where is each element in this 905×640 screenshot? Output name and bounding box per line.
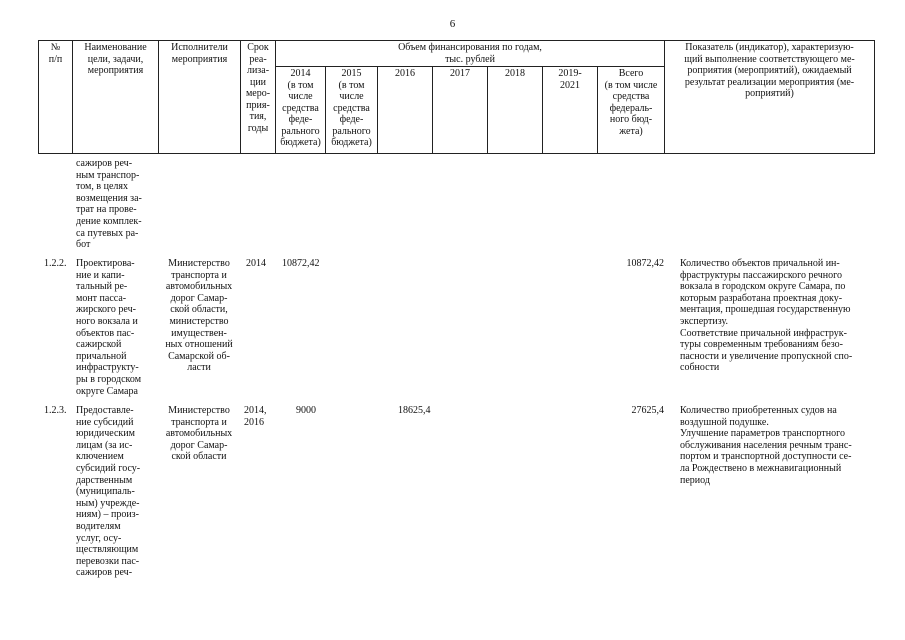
header-year-2018: 2018 [488,67,543,154]
row-1-2-3-total: 27625,4 [631,405,664,416]
page-number: 6 [449,18,456,30]
row-1-2-2-indicator: Количество объектов причальной ин- фраструктуры пассажирского речного вокзала в городском округе Самара, по которым разработана проектная доку- ментация, прошедшая государственную экспертизу. Соответствие причальной инфраструк- туры современным требованиям безо- пасности и увеличение пропускной спо- собности [680,258,853,374]
row-1-2-3-name: Предоставле- ние субсидий юридическим лицам (за ис- ключением субсидий госу- дарственным (муниципаль- ным) учрежде- ниям) – произ- водителям услуг, осу- ществляющим перевозки пас- сажиров реч- [76,405,141,579]
header-year-2014: 2014 (в том числе средства феде- рального бюджета) [276,67,326,154]
row-1-2-3-executors: Министерство транспорта и автомобильных дорог Самар- ской области [165,405,233,463]
header-name: Наименование цели, задачи, мероприятия [73,41,159,154]
table-header [38,40,875,154]
header-year-2019-2021: 2019- 2021 [543,67,598,154]
row-1-2-3-number: 1.2.3. [44,405,67,416]
header-number: № п/п [39,41,73,154]
header-term: Срок реа- лиза- ции меро- прия- тия, годы [241,41,276,154]
header-funding: Объем финансирования по годам, тыс. рублей [276,41,665,67]
header-executors: Исполнители мероприятия [159,41,241,154]
row-1-2-2-term: 2014 [246,258,266,269]
header-year-2015: 2015 (в том числе средства феде- рального бюджета) [326,67,378,154]
row-cont-name: сажиров реч- ным транспор- том, в целях возмещения за- трат на прове- дение комплек- са путевых ра- бот [76,158,142,251]
row-1-2-2-value-2014: 10872,42 [282,258,320,269]
row-1-2-2-executors: Министерство транспорта и автомобильных дорог Самар- ской области, министерство имуществен- ных отношений Самарской об- ласти [165,258,233,374]
row-1-2-3-term: 2014, 2016 [244,405,267,428]
header-year-2016: 2016 [378,67,433,154]
header-indicator: Показатель (индикатор), характеризую- щий выполнение соответствующего ме- роприятия (мероприятий), ожидаемый результат реализации мероприятия (ме- роприятий) [665,41,875,154]
header-total: Всего (в том числе средства федераль- ного бюд- жета) [598,67,665,154]
row-1-2-2-number: 1.2.2. [44,258,67,269]
row-1-2-3-value-2016: 18625,4 [398,405,431,416]
row-1-2-2-total: 10872,42 [626,258,664,269]
row-1-2-3-value-2014: 9000 [296,405,316,416]
row-1-2-3-indicator: Количество приобретенных судов на воздушной подушке. Улучшение параметров транспортного обслуживания населения речным транс- портом и транспортной доступности се- ла Рождествено в межнавигационный период [680,405,852,486]
row-1-2-2-name: Проектирова- ние и капи- тальный ре- монт пасса- жирского реч- ного вокзала и объектов пас- сажирской причальной инфраструкту- ры в городском округе Самара [76,258,142,397]
header-year-2017: 2017 [433,67,488,154]
